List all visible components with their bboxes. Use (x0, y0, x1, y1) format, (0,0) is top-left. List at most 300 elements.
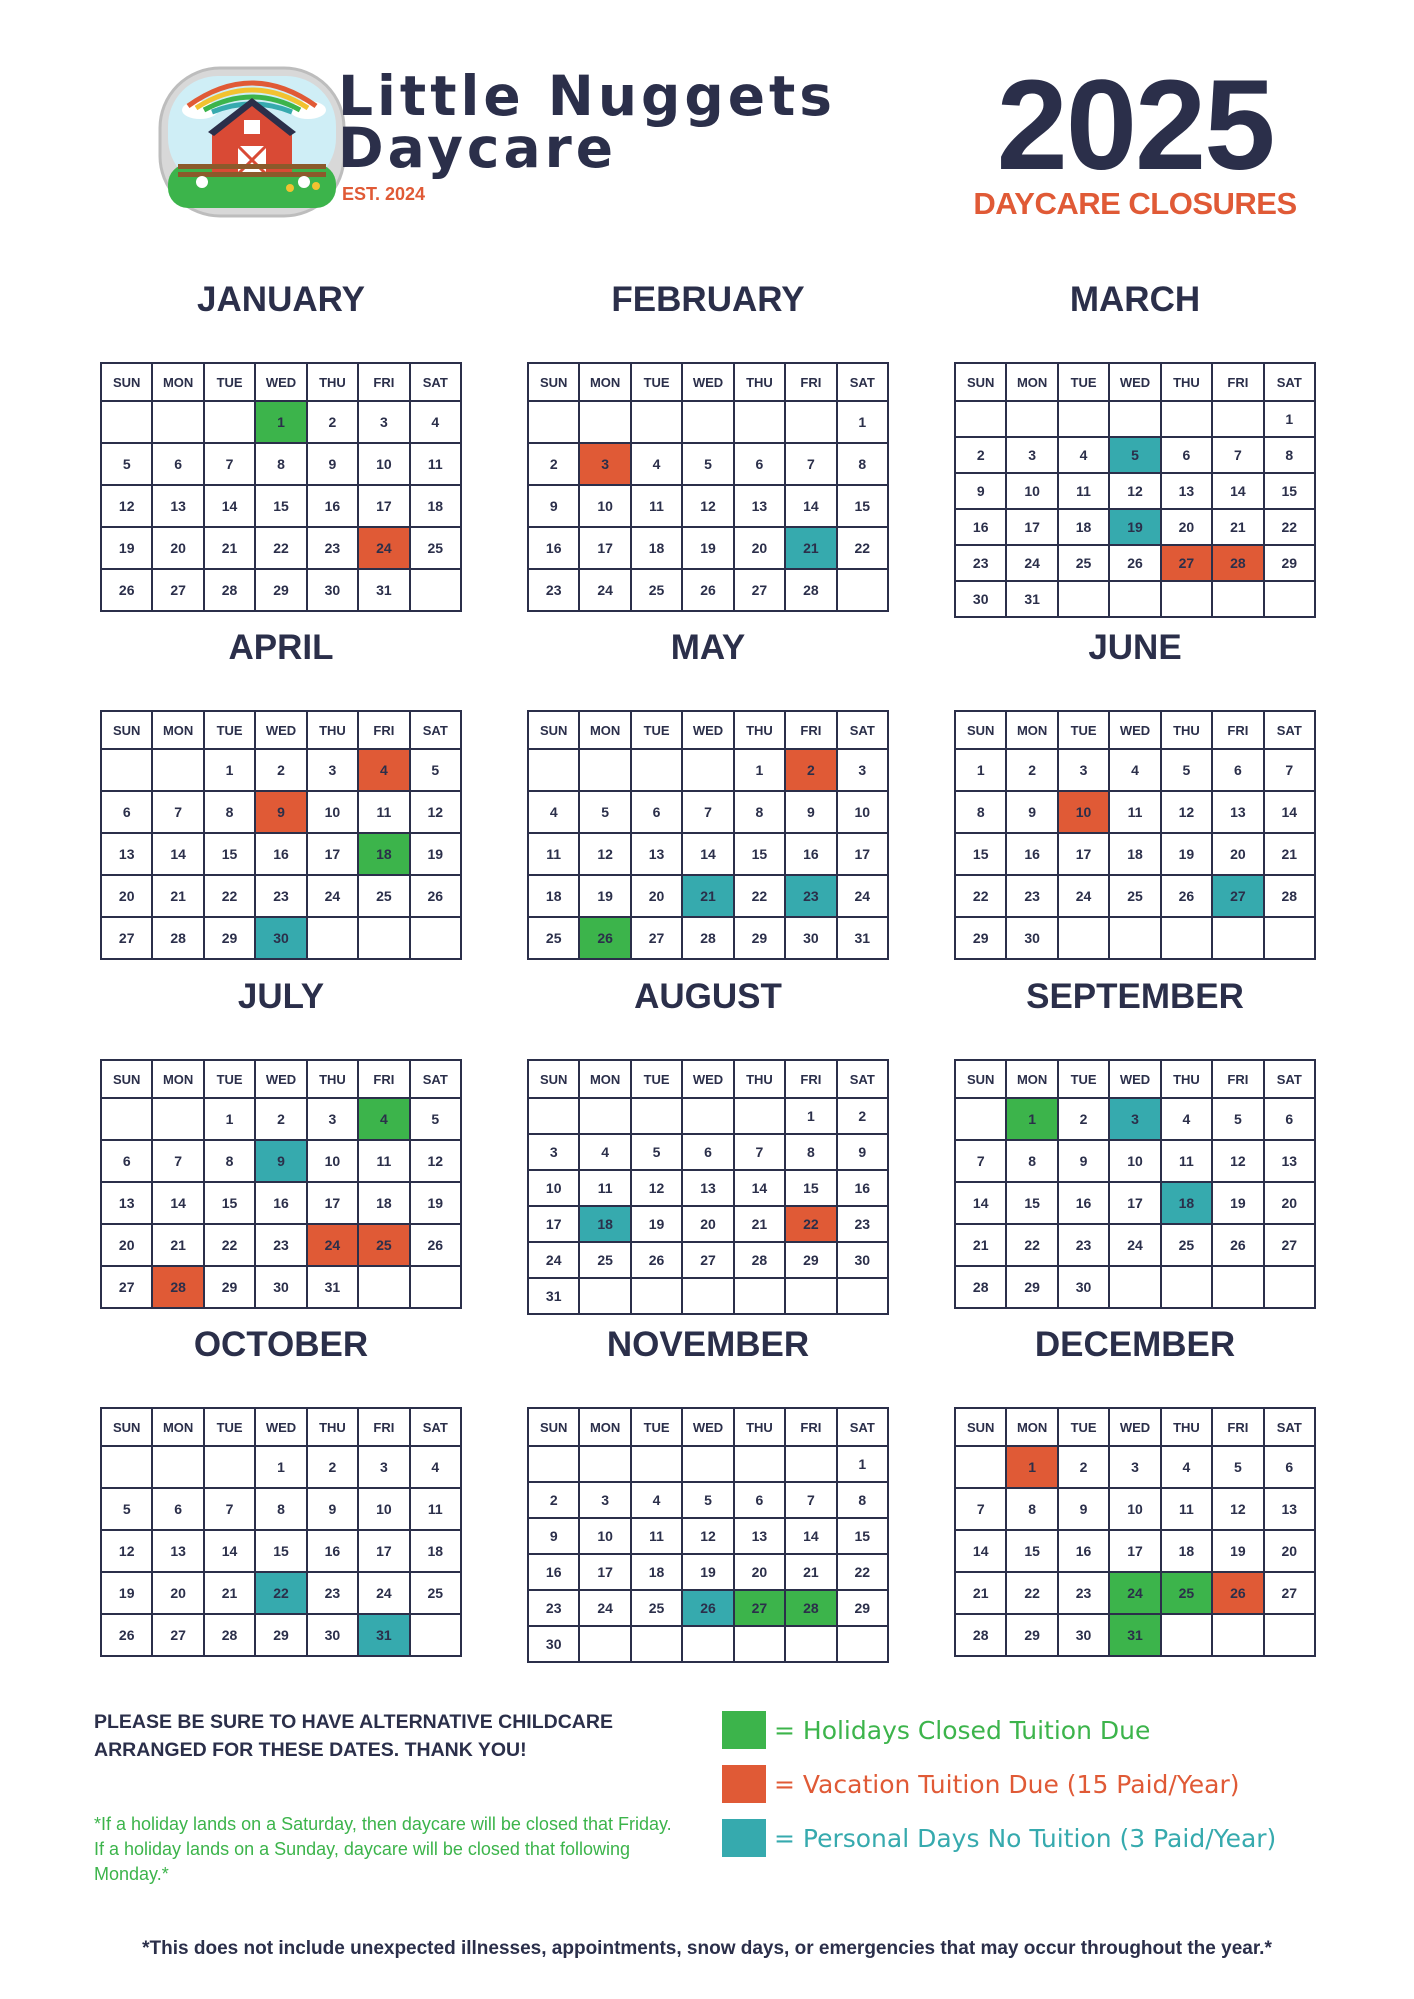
legend-item-vacation (722, 1765, 1276, 1803)
month-title: NOVEMBER (606, 1325, 810, 1364)
brand-name (338, 64, 837, 180)
empty-day-cell (632, 1279, 683, 1315)
day-cell: 24 (359, 1573, 410, 1615)
day-cell: 12 (1110, 474, 1161, 510)
day-cell: 8 (786, 1135, 837, 1171)
weekday-header: TUE (632, 1061, 683, 1099)
footer-disclaimer: *This does not include unexpected illnesses, appointments, snow days, or emergencies that may occur throughout the year.* (142, 1938, 1272, 1959)
day-cell: 3 (359, 1447, 410, 1489)
empty-day-cell (359, 1267, 410, 1309)
day-cell: 5 (1213, 1099, 1264, 1141)
day-cell: 8 (956, 792, 1007, 834)
day-cell: 16 (529, 1555, 580, 1591)
legend (722, 1711, 1276, 1873)
empty-day-cell (956, 402, 1007, 438)
day-cell: 22 (1007, 1573, 1058, 1615)
day-cell: 16 (256, 834, 307, 876)
day-cell: 11 (1059, 474, 1110, 510)
day-cell: 5 (1162, 750, 1213, 792)
day-cell: 27 (632, 918, 683, 960)
day-cell: 19 (580, 876, 631, 918)
weekday-header: SUN (529, 364, 580, 402)
weekday-header: SUN (529, 1409, 580, 1447)
day-cell-holiday: 27 (735, 1591, 786, 1627)
day-cell: 20 (102, 1225, 153, 1267)
day-cell: 15 (205, 1183, 256, 1225)
empty-day-cell (1059, 402, 1110, 438)
day-cell: 10 (838, 792, 889, 834)
day-cell: 14 (1213, 474, 1264, 510)
empty-day-cell (153, 402, 204, 444)
month-april (100, 626, 462, 946)
day-cell: 9 (1007, 792, 1058, 834)
day-cell: 27 (1265, 1573, 1316, 1615)
day-cell: 14 (786, 486, 837, 528)
day-cell: 23 (838, 1207, 889, 1243)
day-cell: 13 (1162, 474, 1213, 510)
day-cell-personal: 19 (1110, 510, 1161, 546)
day-cell: 12 (683, 486, 734, 528)
day-cell: 19 (683, 528, 734, 570)
empty-day-cell (632, 1627, 683, 1663)
day-cell: 19 (1213, 1183, 1264, 1225)
day-cell: 12 (102, 486, 153, 528)
day-cell: 24 (308, 876, 359, 918)
day-cell: 13 (1265, 1489, 1316, 1531)
day-cell: 27 (1265, 1225, 1316, 1267)
day-cell: 1 (1265, 402, 1316, 438)
weekday-header: SUN (956, 712, 1007, 750)
weekday-header: SUN (956, 1061, 1007, 1099)
day-cell: 7 (205, 1489, 256, 1531)
weekday-header: FRI (786, 364, 837, 402)
weekday-header: WED (683, 712, 734, 750)
day-cell: 17 (580, 528, 631, 570)
day-cell: 26 (1110, 546, 1161, 582)
weekday-header: THU (308, 712, 359, 750)
day-cell: 4 (1059, 438, 1110, 474)
empty-day-cell (1265, 1615, 1316, 1657)
day-cell: 5 (411, 1099, 462, 1141)
day-cell: 25 (411, 1573, 462, 1615)
day-cell: 18 (411, 486, 462, 528)
day-cell-personal: 5 (1110, 438, 1161, 474)
day-cell: 9 (1059, 1141, 1110, 1183)
day-cell: 11 (411, 1489, 462, 1531)
empty-day-cell (1265, 918, 1316, 960)
day-cell: 18 (529, 876, 580, 918)
day-cell: 21 (205, 528, 256, 570)
day-cell: 21 (153, 876, 204, 918)
day-cell: 29 (1007, 1267, 1058, 1309)
day-cell: 7 (153, 792, 204, 834)
day-cell: 15 (205, 834, 256, 876)
weekday-header: THU (735, 364, 786, 402)
empty-day-cell (683, 402, 734, 444)
day-cell: 21 (786, 1555, 837, 1591)
day-cell: 9 (308, 444, 359, 486)
weekday-header: SUN (529, 1061, 580, 1099)
empty-day-cell (838, 570, 889, 612)
day-cell-vacation: 25 (359, 1225, 410, 1267)
day-cell: 14 (1265, 792, 1316, 834)
weekday-header: MON (580, 1409, 631, 1447)
month-title: SEPTEMBER (1026, 977, 1244, 1016)
weekday-header: WED (683, 364, 734, 402)
month-grid (100, 710, 462, 960)
day-cell: 21 (735, 1207, 786, 1243)
day-cell: 13 (102, 1183, 153, 1225)
empty-day-cell (153, 750, 204, 792)
day-cell-personal: 30 (256, 918, 307, 960)
weekday-header: MON (580, 1061, 631, 1099)
month-january (100, 278, 462, 598)
day-cell: 19 (632, 1207, 683, 1243)
day-cell: 12 (411, 792, 462, 834)
day-cell: 6 (683, 1135, 734, 1171)
weekday-header: WED (683, 1061, 734, 1099)
day-cell: 19 (411, 834, 462, 876)
day-cell: 1 (838, 402, 889, 444)
day-cell: 15 (735, 834, 786, 876)
empty-day-cell (786, 402, 837, 444)
day-cell: 30 (1059, 1615, 1110, 1657)
weekday-header: TUE (1059, 1409, 1110, 1447)
day-cell: 2 (308, 1447, 359, 1489)
weekday-header: TUE (1059, 364, 1110, 402)
day-cell: 15 (256, 1531, 307, 1573)
weekday-header: SAT (411, 712, 462, 750)
empty-day-cell (735, 1099, 786, 1135)
day-cell: 12 (632, 1171, 683, 1207)
day-cell: 2 (1007, 750, 1058, 792)
day-cell: 30 (786, 918, 837, 960)
weekday-header: SAT (1265, 712, 1316, 750)
day-cell-personal: 3 (1110, 1099, 1161, 1141)
month-grid (100, 1059, 462, 1309)
day-cell: 6 (153, 444, 204, 486)
day-cell: 16 (308, 1531, 359, 1573)
day-cell: 25 (411, 528, 462, 570)
day-cell: 2 (1059, 1099, 1110, 1141)
day-cell: 13 (735, 1519, 786, 1555)
weekday-header: SAT (1265, 1409, 1316, 1447)
day-cell: 2 (529, 444, 580, 486)
day-cell: 15 (838, 486, 889, 528)
empty-day-cell (102, 750, 153, 792)
weekday-header: FRI (359, 712, 410, 750)
day-cell: 1 (956, 750, 1007, 792)
empty-day-cell (580, 1099, 631, 1135)
empty-day-cell (1213, 918, 1264, 960)
day-cell: 8 (735, 792, 786, 834)
day-cell: 8 (1007, 1489, 1058, 1531)
month-title: MAY (670, 628, 746, 667)
day-cell-vacation: 27 (1162, 546, 1213, 582)
month-title: AUGUST (634, 977, 782, 1016)
day-cell: 14 (205, 486, 256, 528)
day-cell: 23 (529, 570, 580, 612)
weekday-header: WED (1110, 1409, 1161, 1447)
day-cell: 7 (205, 444, 256, 486)
day-cell: 18 (359, 1183, 410, 1225)
day-cell: 1 (256, 1447, 307, 1489)
day-cell: 16 (1059, 1183, 1110, 1225)
empty-day-cell (411, 570, 462, 612)
month-november (527, 1323, 889, 1652)
weekday-header: FRI (359, 1409, 410, 1447)
empty-day-cell (1162, 582, 1213, 618)
day-cell: 4 (529, 792, 580, 834)
day-cell: 1 (205, 1099, 256, 1141)
weekday-header: SUN (102, 712, 153, 750)
month-title: OCTOBER (193, 1325, 369, 1364)
day-cell: 17 (359, 486, 410, 528)
empty-day-cell (359, 918, 410, 960)
day-cell: 16 (786, 834, 837, 876)
day-cell: 18 (1110, 834, 1161, 876)
day-cell: 8 (205, 792, 256, 834)
day-cell: 24 (529, 1243, 580, 1279)
day-cell: 10 (308, 792, 359, 834)
day-cell-personal: 21 (786, 528, 837, 570)
legend-label-vacation: = Vacation Tuition Due (15 Paid/Year) (774, 1769, 1240, 1799)
day-cell: 2 (256, 750, 307, 792)
weekday-header: SUN (102, 1409, 153, 1447)
day-cell: 18 (632, 528, 683, 570)
month-grid (954, 710, 1316, 960)
day-cell: 27 (735, 570, 786, 612)
weekday-header: SUN (529, 712, 580, 750)
empty-day-cell (580, 750, 631, 792)
day-cell: 17 (838, 834, 889, 876)
month-title: JANUARY (197, 280, 365, 319)
day-cell: 4 (1162, 1447, 1213, 1489)
empty-day-cell (735, 1627, 786, 1663)
day-cell: 12 (580, 834, 631, 876)
day-cell: 15 (1265, 474, 1316, 510)
legend-label-holiday: = Holidays Closed Tuition Due (774, 1715, 1151, 1745)
weekday-header: SAT (838, 712, 889, 750)
day-cell: 14 (683, 834, 734, 876)
empty-day-cell (1213, 582, 1264, 618)
day-cell: 20 (735, 528, 786, 570)
weekday-header: SAT (838, 1061, 889, 1099)
day-cell: 21 (956, 1573, 1007, 1615)
day-cell: 4 (632, 1483, 683, 1519)
day-cell: 9 (786, 792, 837, 834)
day-cell: 26 (102, 570, 153, 612)
empty-day-cell (1162, 402, 1213, 438)
day-cell: 29 (735, 918, 786, 960)
empty-day-cell (683, 1099, 734, 1135)
day-cell: 3 (359, 402, 410, 444)
legend-label-personal: = Personal Days No Tuition (3 Paid/Year) (774, 1823, 1277, 1853)
day-cell: 11 (632, 1519, 683, 1555)
day-cell: 11 (1162, 1489, 1213, 1531)
year-title: 2025 (996, 54, 1274, 197)
day-cell: 17 (308, 1183, 359, 1225)
empty-day-cell (735, 402, 786, 444)
day-cell: 16 (956, 510, 1007, 546)
empty-day-cell (580, 402, 631, 444)
month-grid (954, 1407, 1316, 1657)
day-cell: 7 (786, 1483, 837, 1519)
weekday-header: SUN (102, 1061, 153, 1099)
weekday-header: THU (308, 364, 359, 402)
day-cell: 7 (1265, 750, 1316, 792)
day-cell: 11 (632, 486, 683, 528)
empty-day-cell (1162, 1267, 1213, 1309)
weekday-header: SUN (956, 364, 1007, 402)
empty-day-cell (1110, 402, 1161, 438)
day-cell: 11 (411, 444, 462, 486)
day-cell: 16 (529, 528, 580, 570)
day-cell: 20 (683, 1207, 734, 1243)
weekday-header: FRI (1213, 364, 1264, 402)
weekday-header: THU (735, 1409, 786, 1447)
day-cell: 16 (308, 486, 359, 528)
day-cell: 5 (411, 750, 462, 792)
day-cell: 24 (580, 570, 631, 612)
day-cell: 25 (1059, 546, 1110, 582)
day-cell: 9 (529, 486, 580, 528)
day-cell: 31 (529, 1279, 580, 1315)
day-cell: 6 (1265, 1099, 1316, 1141)
day-cell: 17 (359, 1531, 410, 1573)
day-cell: 9 (308, 1489, 359, 1531)
legend-swatch-holiday (722, 1711, 766, 1749)
day-cell: 28 (153, 918, 204, 960)
day-cell: 30 (308, 1615, 359, 1657)
day-cell: 6 (1265, 1447, 1316, 1489)
day-cell: 31 (838, 918, 889, 960)
day-cell: 30 (1007, 918, 1058, 960)
weekday-header: FRI (1213, 1061, 1264, 1099)
day-cell: 5 (580, 792, 631, 834)
day-cell: 9 (1059, 1489, 1110, 1531)
day-cell: 10 (1110, 1489, 1161, 1531)
day-cell: 21 (205, 1573, 256, 1615)
empty-day-cell (735, 1279, 786, 1315)
day-cell: 11 (359, 792, 410, 834)
empty-day-cell (1162, 1615, 1213, 1657)
day-cell: 26 (411, 1225, 462, 1267)
day-cell: 28 (956, 1615, 1007, 1657)
day-cell: 23 (1059, 1573, 1110, 1615)
empty-day-cell (102, 1447, 153, 1489)
day-cell: 28 (683, 918, 734, 960)
day-cell: 30 (529, 1627, 580, 1663)
day-cell: 17 (1059, 834, 1110, 876)
day-cell: 22 (838, 528, 889, 570)
weekday-header: SAT (1265, 1061, 1316, 1099)
empty-day-cell (1162, 918, 1213, 960)
weekday-header: WED (1110, 712, 1161, 750)
day-cell: 3 (308, 1099, 359, 1141)
empty-day-cell (529, 750, 580, 792)
empty-day-cell (1110, 1267, 1161, 1309)
weekday-header: MON (153, 1409, 204, 1447)
day-cell-vacation: 3 (580, 444, 631, 486)
day-cell: 31 (359, 570, 410, 612)
day-cell: 21 (153, 1225, 204, 1267)
month-title: JULY (237, 977, 325, 1016)
day-cell-holiday: 1 (256, 402, 307, 444)
day-cell: 17 (308, 834, 359, 876)
weekday-header: MON (580, 364, 631, 402)
month-title: MARCH (1069, 280, 1201, 319)
day-cell: 8 (1265, 438, 1316, 474)
day-cell: 15 (1007, 1183, 1058, 1225)
empty-day-cell (1110, 582, 1161, 618)
weekday-header: SAT (411, 1409, 462, 1447)
day-cell: 12 (1213, 1489, 1264, 1531)
day-cell-vacation: 28 (153, 1267, 204, 1309)
day-cell: 26 (683, 570, 734, 612)
empty-day-cell (1059, 582, 1110, 618)
day-cell: 1 (735, 750, 786, 792)
weekday-header: SAT (411, 1061, 462, 1099)
day-cell: 4 (1110, 750, 1161, 792)
empty-day-cell (102, 402, 153, 444)
day-cell: 7 (153, 1141, 204, 1183)
day-cell: 16 (838, 1171, 889, 1207)
day-cell-personal: 31 (359, 1615, 410, 1657)
day-cell-personal: 26 (683, 1591, 734, 1627)
day-cell: 17 (1110, 1183, 1161, 1225)
weekday-header: THU (1162, 1061, 1213, 1099)
day-cell: 25 (580, 1243, 631, 1279)
empty-day-cell (1213, 1267, 1264, 1309)
day-cell: 4 (632, 444, 683, 486)
empty-day-cell (632, 1447, 683, 1483)
empty-day-cell (683, 1279, 734, 1315)
empty-day-cell (838, 1627, 889, 1663)
day-cell: 7 (786, 444, 837, 486)
day-cell: 20 (153, 1573, 204, 1615)
legend-item-personal (722, 1819, 1276, 1857)
day-cell: 24 (1110, 1225, 1161, 1267)
day-cell-holiday: 26 (580, 918, 631, 960)
weekday-header: SAT (1265, 364, 1316, 402)
weekday-header: MON (153, 1061, 204, 1099)
weekday-header: MON (1007, 712, 1058, 750)
day-cell: 25 (632, 1591, 683, 1627)
day-cell-vacation: 26 (1213, 1573, 1264, 1615)
day-cell-holiday: 1 (1007, 1099, 1058, 1141)
day-cell: 20 (102, 876, 153, 918)
brand-line-1: Little Nuggets (338, 64, 837, 128)
weekday-header: THU (1162, 364, 1213, 402)
day-cell: 10 (1110, 1141, 1161, 1183)
day-cell: 22 (838, 1555, 889, 1591)
day-cell: 4 (580, 1135, 631, 1171)
day-cell: 28 (205, 1615, 256, 1657)
day-cell: 5 (102, 1489, 153, 1531)
day-cell: 3 (838, 750, 889, 792)
day-cell: 20 (735, 1555, 786, 1591)
day-cell: 30 (308, 570, 359, 612)
weekday-header: THU (1162, 712, 1213, 750)
day-cell-personal: 18 (580, 1207, 631, 1243)
day-cell: 1 (838, 1447, 889, 1483)
day-cell: 8 (838, 444, 889, 486)
day-cell: 8 (256, 444, 307, 486)
month-grid (527, 1059, 889, 1315)
day-cell: 9 (956, 474, 1007, 510)
empty-day-cell (153, 1447, 204, 1489)
